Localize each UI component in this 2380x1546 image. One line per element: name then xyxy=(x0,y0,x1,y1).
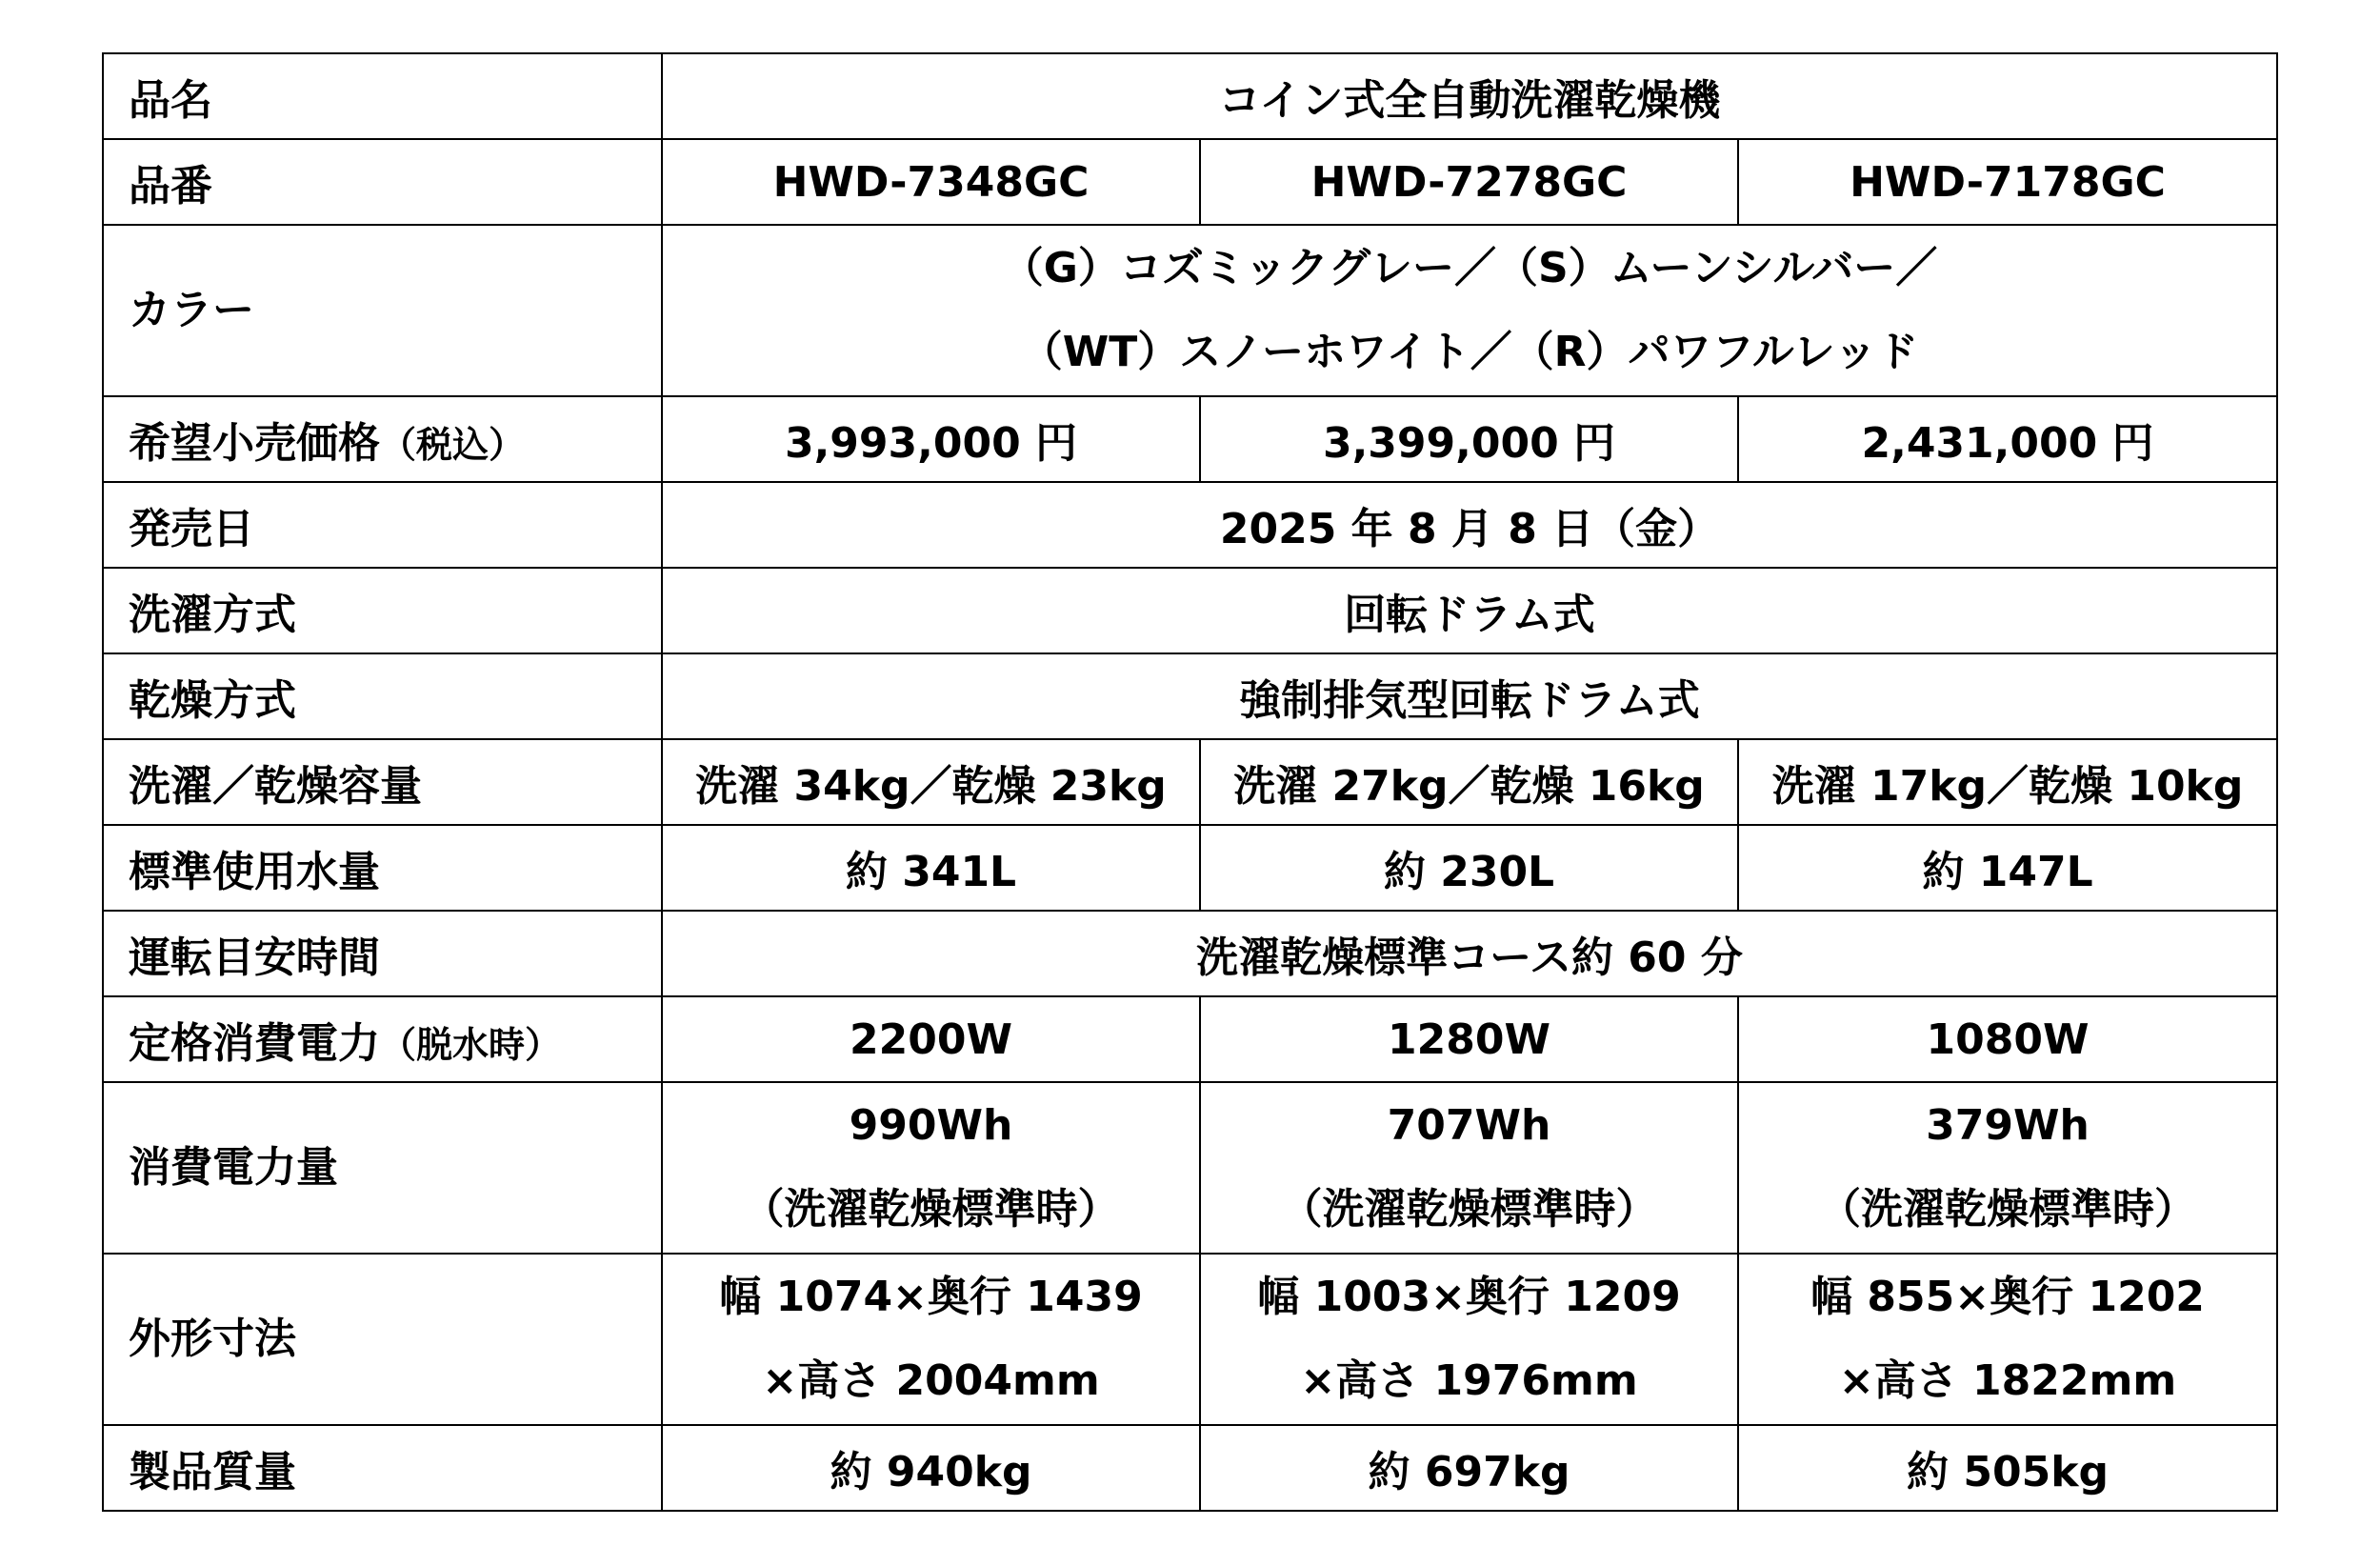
row-water-usage xyxy=(103,825,2277,911)
label-water-usage: 標準使用水量 xyxy=(103,825,662,911)
value-energy xyxy=(662,1082,1200,1254)
value-energy xyxy=(1200,1082,1738,1254)
label-run-time: 運転目安時間 xyxy=(103,911,662,996)
row-color xyxy=(103,225,2277,396)
value-wash-method: 回転ドラム式 xyxy=(662,568,2277,653)
row-weight xyxy=(103,1425,2277,1511)
value-model-number: HWD-7278GC xyxy=(1200,139,1738,225)
row-dimensions xyxy=(103,1254,2277,1425)
dimensions-height: ×高さ 1976mm xyxy=(1300,1356,1638,1405)
energy-condition: （洗濯乾燥標準時） xyxy=(1280,1185,1658,1234)
value-weight: 約 940kg xyxy=(662,1425,1200,1511)
label-energy: 消費電力量 xyxy=(103,1082,662,1254)
value-weight: 約 505kg xyxy=(1738,1425,2277,1511)
value-price: 3,993,000 円 xyxy=(662,396,1200,482)
dimensions-width-depth: 幅 1003×奥行 1209 xyxy=(1257,1273,1681,1321)
value-rated-power: 1280W xyxy=(1200,996,1738,1082)
value-water-usage: 約 341L xyxy=(662,825,1200,911)
label-price xyxy=(103,396,662,482)
label-dry-method: 乾燥方式 xyxy=(103,653,662,739)
value-capacity: 洗濯 17kg／乾燥 10kg xyxy=(1738,739,2277,825)
value-capacity: 洗濯 27kg／乾燥 16kg xyxy=(1200,739,1738,825)
value-dimensions xyxy=(1200,1254,1738,1425)
row-price xyxy=(103,396,2277,482)
dimensions-height: ×高さ 1822mm xyxy=(1838,1356,2177,1405)
dimensions-width-depth: 幅 855×奥行 1202 xyxy=(1810,1273,2205,1321)
value-energy xyxy=(1738,1082,2277,1254)
row-release-date xyxy=(103,482,2277,568)
row-capacity xyxy=(103,739,2277,825)
label-model-number: 品番 xyxy=(103,139,662,225)
value-water-usage: 約 230L xyxy=(1200,825,1738,911)
label-capacity: 洗濯／乾燥容量 xyxy=(103,739,662,825)
energy-amount: 707Wh xyxy=(1387,1101,1551,1150)
row-model-number xyxy=(103,139,2277,225)
label-color: カラー xyxy=(103,225,662,396)
value-price: 3,399,000 円 xyxy=(1200,396,1738,482)
value-price: 2,431,000 円 xyxy=(1738,396,2277,482)
row-energy xyxy=(103,1082,2277,1254)
row-product-name xyxy=(103,53,2277,139)
energy-amount: 379Wh xyxy=(1926,1101,2090,1150)
spec-table xyxy=(102,52,2278,1512)
value-model-number: HWD-7178GC xyxy=(1738,139,2277,225)
label-dimensions: 外形寸法 xyxy=(103,1254,662,1425)
dimensions-height: ×高さ 2004mm xyxy=(762,1356,1100,1405)
energy-condition: （洗濯乾燥標準時） xyxy=(1819,1185,2197,1234)
row-rated-power xyxy=(103,996,2277,1082)
label-rated-power-note: （脱水時） xyxy=(380,1024,562,1066)
value-dimensions xyxy=(662,1254,1200,1425)
label-rated-power-text: 定格消費電力 xyxy=(129,1019,380,1068)
label-wash-method: 洗濯方式 xyxy=(103,568,662,653)
color-line: （G）コズミックグレー／（S）ムーンシルバー／ xyxy=(1001,244,1938,292)
value-water-usage: 約 147L xyxy=(1738,825,2277,911)
value-weight: 約 697kg xyxy=(1200,1425,1738,1511)
value-rated-power: 2200W xyxy=(662,996,1200,1082)
energy-condition: （洗濯乾燥標準時） xyxy=(742,1185,1120,1234)
label-price-note: （税込） xyxy=(380,424,526,466)
energy-amount: 990Wh xyxy=(849,1101,1013,1150)
label-weight: 製品質量 xyxy=(103,1425,662,1511)
label-release-date: 発売日 xyxy=(103,482,662,568)
value-run-time: 洗濯乾燥標準コース約 60 分 xyxy=(662,911,2277,996)
value-dry-method: 強制排気型回転ドラム式 xyxy=(662,653,2277,739)
value-dimensions xyxy=(1738,1254,2277,1425)
label-product-name: 品名 xyxy=(103,53,662,139)
value-capacity: 洗濯 34kg／乾燥 23kg xyxy=(662,739,1200,825)
row-run-time xyxy=(103,911,2277,996)
label-price-text: 希望小売価格 xyxy=(129,419,380,468)
label-rated-power xyxy=(103,996,662,1082)
color-line: （WT）スノーホワイト／（R）パワフルレッド xyxy=(1020,328,1919,376)
value-color xyxy=(662,225,2277,396)
value-release-date: 2025 年 8 月 8 日（金） xyxy=(662,482,2277,568)
value-rated-power: 1080W xyxy=(1738,996,2277,1082)
row-wash-method xyxy=(103,568,2277,653)
row-dry-method xyxy=(103,653,2277,739)
value-product-name: コイン式全自動洗濯乾燥機 xyxy=(662,53,2277,139)
value-model-number: HWD-7348GC xyxy=(662,139,1200,225)
dimensions-width-depth: 幅 1074×奥行 1439 xyxy=(719,1273,1143,1321)
